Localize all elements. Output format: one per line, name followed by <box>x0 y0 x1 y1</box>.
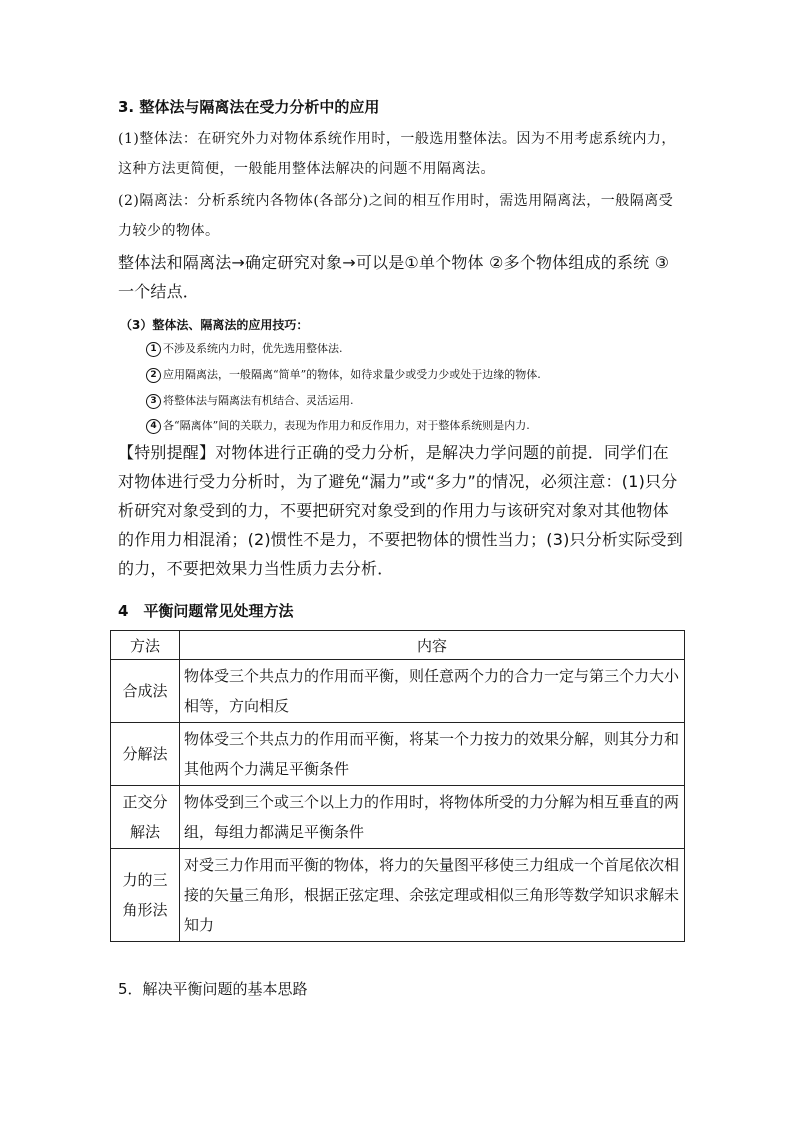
table-header-row <box>111 631 685 660</box>
method-label: 合成法 <box>122 682 168 700</box>
technique-text: 应用隔离法，一般隔离“简单”的物体，如待求量少或受力少或处于边缘的物体. <box>163 368 541 381</box>
header-content: 内容 <box>180 631 685 660</box>
method-cell <box>111 849 180 942</box>
method-label: 正交分 <box>122 793 168 811</box>
content-cell: 物体受三个共点力的作用而平衡，将某一个力按力的效果分解，则其分力和其他两个力满足平衡条件 <box>180 723 685 786</box>
method-label: 解法 <box>129 823 160 841</box>
method-label: 分解法 <box>122 745 168 763</box>
method-label: 角形法 <box>122 901 168 919</box>
table-row <box>111 849 685 942</box>
content-cell: 物体受到三个或三个以上力的作用时，将物体所受的力分解为相互垂直的两组，每组力都满足平衡条件 <box>180 786 685 849</box>
technique-item <box>146 392 354 409</box>
technique-item <box>146 417 530 434</box>
method-cell <box>111 786 180 849</box>
content-cell: 对受三力作用而平衡的物体，将力的矢量图平移使三力组成一个首尾依次相接的矢量三角形，根据正弦定理、余弦定理或相似三角形等数学知识求解未知力 <box>180 849 685 942</box>
techniques-title: （3）整体法、隔离法的应用技巧： <box>120 318 309 332</box>
method-cell <box>111 660 180 723</box>
special-note-paragraph: 【特别提醒】对物体进行正确的受力分析，是解决力学问题的前提．同学们在对物体进行受力分析时，为了避免“漏力”或“多力”的情况，必须注意：(1)只分析研究对象受到的力，不要把研究对象受到的作用力与该研究对象对其他物体的作用力相混淆；(2)惯性不是力，不要把物体的惯性当力；(3)只分析实际受到的力，不要把效果力当性质力去分析． <box>118 443 683 578</box>
table-row <box>111 660 685 723</box>
header-method: 方法 <box>111 631 180 660</box>
circled-number: 4 <box>146 419 161 434</box>
method-cell <box>111 723 180 786</box>
technique-item <box>146 340 343 357</box>
section-3-title: 3. 整体法与隔离法在受力分析中的应用 <box>118 98 380 116</box>
method-label: 力的三 <box>122 871 168 889</box>
research-object-paragraph: 整体法和隔离法→确定研究对象→可以是①单个物体 ②多个物体组成的系统 ③一个结点． <box>118 253 670 301</box>
isolation-method-paragraph: (2)隔离法：分析系统内各物体(各部分)之间的相互作用时，需选用隔离法，一般隔离受力较少的物体。 <box>118 193 674 239</box>
technique-text: 各“隔离体”间的关联力，表现为作用力和反作用力，对于整体系统则是内力. <box>163 419 530 432</box>
whole-method-paragraph: (1)整体法：在研究外力对物体系统作用时，一般选用整体法。因为不用考虑系统内力，这种方法更简便，一般能用整体法解决的问题不用隔离法。 <box>118 131 676 177</box>
section-4-title: 4 平衡问题常见处理方法 <box>118 602 294 620</box>
content-cell: 物体受三个共点力的作用而平衡，则任意两个力的合力一定与第三个力大小相等，方向相反 <box>180 660 685 723</box>
table-row <box>111 786 685 849</box>
methods-table <box>110 630 685 942</box>
section-5-title: 5．解决平衡问题的基本思路 <box>118 980 308 998</box>
table-row <box>111 723 685 786</box>
technique-text: 将整体法与隔离法有机结合、灵活运用. <box>163 394 354 407</box>
circled-number: 1 <box>146 342 161 357</box>
circled-number: 3 <box>146 394 161 409</box>
technique-text: 不涉及系统内力时，优先选用整体法. <box>163 342 343 355</box>
technique-item <box>146 366 541 383</box>
circled-number: 2 <box>146 368 161 383</box>
